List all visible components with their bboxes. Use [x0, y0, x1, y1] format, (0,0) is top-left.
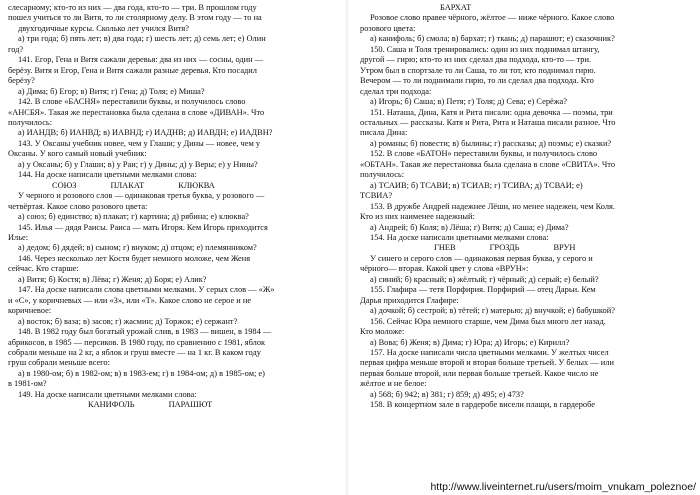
- text-line: Утром был в спортзале то ли Саша, то ли тот, кто поднимал гирю.: [360, 65, 596, 75]
- problem-158: 158. В концертном зале в гардеробе висели плащи, в гардеробе: [370, 400, 595, 410]
- answer-line: а) романы; б) повести; в) былины; г) рассказы; д) поэмы; е) сказки?: [370, 138, 612, 148]
- problem-142: 142. В слове «БАСНЯ» переставили буквы, и получилось слово: [18, 97, 246, 107]
- problem-144-words: [8, 181, 338, 191]
- word-parashyut: ПАРАШЮТ: [168, 400, 213, 410]
- text-line: другой — гирю; кто-то из них сделал два подхода, кто-то — три.: [360, 55, 592, 65]
- answer-line: а) дедом; б) дядей; в) сыном; г) внуком; д) отцом; е) племянником?: [18, 243, 257, 253]
- word-kanifol: КАНИФОЛЬ: [88, 400, 135, 410]
- text-line: жёлтое и не белое:: [360, 379, 427, 389]
- text-line: абрикосов, в 1985 — персиков. В 1980 году, по сравнению с 1981, яблок: [8, 337, 266, 347]
- problem-144: 144. На доске написали цветными мелками слова:: [18, 170, 197, 180]
- problem-147: 147. На доске написали слова цветными мелками. У серых слов — «Ж»: [18, 285, 275, 295]
- text-line: чёрного— вторая. Какой цвет у слова «ВРУН»:: [360, 264, 529, 274]
- book-gutter: [345, 0, 349, 495]
- text-line: сейчас. Кто старше:: [8, 264, 79, 274]
- word-barkhat: БАРХАТ: [440, 3, 472, 12]
- text-line: и «С», у коричневых — или «З», или «Т». Какое слово не серое и не: [8, 295, 252, 305]
- problem-145: 145. Илья — дядя Раисы. Раиса — мать Игоря. Кем Игорь приходится: [18, 222, 268, 232]
- problem-151: 151. Наташа, Дина, Катя и Рита писали: одна девочка — поэмы, три: [370, 107, 613, 117]
- text-line: писала Дина:: [360, 128, 408, 138]
- problem-155: 155. Глафира — тетя Порфирия. Порфирий — отец Дарьи. Кем: [370, 285, 596, 295]
- text-line: коричневое:: [8, 306, 52, 316]
- text-line: Вечером — то ли поднимали гирю, то ли сделал два подхода. Кто: [360, 76, 594, 86]
- answer-line: а) Витя; б) Костя; в) Лёва; г) Женя; д) Боря; е) Алик?: [18, 274, 207, 284]
- text-line: Кто моложе:: [360, 327, 405, 337]
- text-line: остальных — рассказы. Катя и Рита, Рита и Наташа писали разное. Что: [360, 117, 616, 127]
- problem-149-words: [8, 400, 338, 410]
- text-line: получилось:: [8, 117, 53, 127]
- answer-line: а) Вова; б) Женя; в) Дима; г) Юра; д) Игорь; е) Кирилл?: [370, 337, 570, 347]
- left-page: [8, 3, 338, 475]
- problem-149: 149. На доске написали цветными мелками слова:: [18, 389, 197, 399]
- answer-line: а) ТСАИВ; б) ТСАВИ; в) ТСИАВ; г) ТСИВА; д) ТСВАИ; е): [370, 180, 583, 190]
- problem-152: 152. В слове «БАТОН» переставили буквы, и получилось слово: [370, 149, 598, 159]
- text-line: в 1981-ом?: [8, 379, 47, 389]
- answer-line: а) Дима; б) Егор; в) Витя; г) Гена; д) Толя; е) Миша?: [18, 86, 205, 96]
- text-line: У синего и серого слов — одинаковая первая буква, у серого и: [370, 253, 593, 263]
- problem-154-words: [360, 243, 690, 253]
- problem-153: 153. В дружбе Андрей надежнее Лёши, но менее надежен, чем Коля.: [370, 201, 615, 211]
- text-line: берёзу?: [8, 76, 35, 86]
- text-line: год?: [8, 44, 24, 54]
- word-klyukva: КЛЮКВА: [178, 180, 215, 190]
- source-url-watermark: http://www.liveinternet.ru/users/moim_vnukam_poleznoe/: [430, 481, 696, 493]
- problem-156: 156. Сейчас Юра немного старше, чем Дима был много лет назад.: [370, 316, 606, 326]
- text-line: У черного и розового слов — одинаковая третья буква, у розового —: [18, 191, 265, 201]
- problem-157: 157. На доске написали числа цветными мелками. У желтых чисел: [370, 347, 609, 357]
- text-line: розового цвета:: [360, 23, 416, 33]
- text-line: Илье:: [8, 232, 29, 242]
- word-soyuz: СОЮЗ: [52, 180, 77, 190]
- text-line: получилось:: [360, 170, 405, 180]
- text-line: «ОБТАН». Такая же перестановка была сделана в слове «СВИТА». Что: [360, 159, 616, 169]
- text-line: Дарья приходится Глафире:: [360, 295, 459, 305]
- text-line: Розовое слово правее чёрного, жёлтое — ниже чёрного. Какое слово: [370, 13, 615, 23]
- problem-149-words-continued: [360, 3, 690, 13]
- text-line: берёзу. Витя и Егор, Гена и Витя сажали разные деревья. Кто посадил: [8, 65, 257, 75]
- answer-line: а) три года; б) пять лет; в) два года; г) шесть лет; д) семь лет; е) Олин: [18, 34, 266, 44]
- problem-146: 146. Через несколько лет Костя будет немного моложе, чем Женя: [18, 253, 251, 263]
- text-line: собрали меньше на 2 кг, а яблок и груш вместе — на 1 кг. В каком году: [8, 347, 261, 357]
- text-line: четвёртая. Какое слово розового цвета:: [8, 201, 148, 211]
- text-line: «АНСБЯ». Такая же перестановка была сделана в слове «ДИВАН». Что: [8, 107, 265, 117]
- answer-line: а) синий; б) красный; в) жёлтый; г) чёрный; д) серый; е) белый?: [370, 274, 599, 284]
- text-line: первая больше второй, или первая больше третьей. Какое число не: [360, 368, 599, 378]
- problem-148: 148. В 1982 году был богатый урожай слив, в 1983 — вишен, в 1984 —: [18, 327, 272, 337]
- problem-154: 154. На доске написали цветными мелками слова:: [370, 232, 549, 242]
- text-line: ТСВИА?: [360, 191, 393, 201]
- answer-line: а) канифоль; б) смола; в) бархат; г) ткань; д) парашют; е) сказочник?: [370, 34, 615, 44]
- word-grozd: ГРОЗДЬ: [489, 243, 520, 253]
- text-line: Оксаны. У кого самый новый учебник:: [8, 149, 147, 159]
- problem-143: 143. У Оксаны учебник новее, чем у Глаши; у Дины — новее, чем у: [18, 138, 261, 148]
- answer-line: а) 568; б) 942; в) 381; г) 859; д) 495; е) 473?: [370, 389, 524, 399]
- text-line: Кто из них наименее надежный:: [360, 212, 475, 222]
- answer-line: а) Игорь; б) Саша; в) Петя; г) Толя; д) Сева; е) Серёжа?: [370, 97, 567, 107]
- text-line: двухгодичные курсы. Сколько лет учился Витя?: [18, 23, 189, 33]
- answer-line: а) дочкой; б) сестрой; в) тётей; г) матерью; д) внучкой; е) бабушкой?: [370, 306, 615, 316]
- answer-line: а) Андрей; б) Коля; в) Лёша; г) Витя; д) Саша; е) Дима?: [370, 222, 569, 232]
- answer-line: а) у Оксаны; б) у Глаши; в) у Раи; г) у Дины; д) у Веры; е) у Нины?: [18, 159, 258, 169]
- text-line: пошел учиться то ли Витя, то ли столярному делу. В этом году — то на: [8, 13, 262, 23]
- answer-line: а) ИАНДВ; б) ИАНВД; в) ИАВНД; г) ИАДНВ; д) ИАВДН; е) ИАДВН?: [18, 128, 273, 138]
- right-page: [360, 3, 690, 475]
- problem-141: 141. Егор, Гена и Витя сажали деревья: два из них — сосны, один —: [18, 55, 264, 65]
- text-line: слесарному; кто-то из них — два года, кто-то — три. В прошлом году: [8, 3, 257, 12]
- problem-150: 150. Саша и Толя тренировались: один из них поднимал штангу,: [370, 44, 600, 54]
- text-line: груш собрали меньше всего:: [8, 358, 110, 368]
- answer-line: а) восток; б) ваза; в) засов; г) жасмин; д) Торжок; е) сержант?: [18, 316, 238, 326]
- text-line: сделал три подхода:: [360, 86, 432, 96]
- word-vrun: ВРУН: [553, 243, 576, 253]
- text-line: первая цифра меньше второй и вторая больше третьей. У белых — или: [360, 358, 614, 368]
- answer-line: а) союз; б) единство; в) плакат; г) картина; д) рябина; е) клюква?: [18, 212, 249, 222]
- word-plakat: ПЛАКАТ: [110, 180, 145, 190]
- answer-line: а) в 1980-ом; б) в 1982-ом; в) в 1983-ем; г) в 1984-ом; д) в 1985-ом; е): [18, 368, 265, 378]
- word-gnev: ГНЕВ: [434, 243, 456, 253]
